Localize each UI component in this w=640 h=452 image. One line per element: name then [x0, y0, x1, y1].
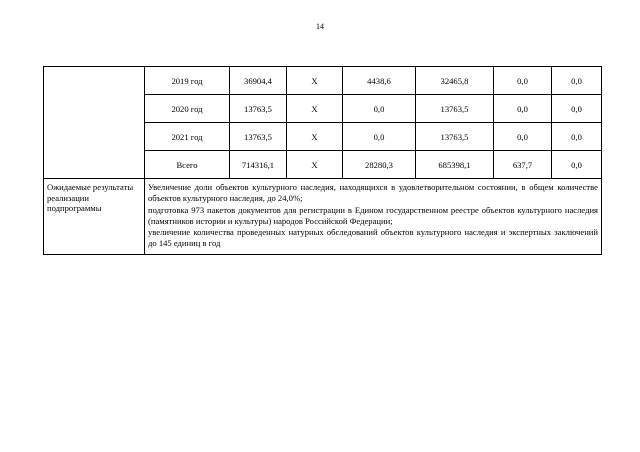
row-col2: Х	[287, 123, 343, 151]
row-col6: 0,0	[552, 151, 602, 179]
row-col5: 0,0	[494, 123, 552, 151]
funding-table	[43, 66, 602, 255]
row-col4: 32465,8	[416, 67, 494, 95]
table-row-2019	[44, 67, 602, 95]
row-col4: 685398,1	[416, 151, 494, 179]
results-row	[44, 179, 602, 255]
results-label: Ожидаемые результаты реализации подпрограммы	[44, 179, 145, 255]
row-col5: 0,0	[494, 95, 552, 123]
row-col6: 0,0	[552, 95, 602, 123]
row-col3: 0,0	[343, 95, 416, 123]
result-item: Увеличение доли объектов культурного наследия, находящихся в удовлетворительном состоянии, в общем количестве объектов культурного наследия, до 24,0%;	[148, 182, 598, 204]
row-col2: Х	[287, 151, 343, 179]
row-col6: 0,0	[552, 123, 602, 151]
row-col2: Х	[287, 95, 343, 123]
row-col4: 13763,5	[416, 123, 494, 151]
results-text	[145, 179, 602, 255]
row-col6: 0,0	[552, 67, 602, 95]
row-col3: 28280,3	[343, 151, 416, 179]
row-col2: Х	[287, 67, 343, 95]
row-year: 2021 год	[145, 123, 230, 151]
row-col5: 0,0	[494, 67, 552, 95]
empty-label-cell	[44, 67, 145, 179]
row-col4: 13763,5	[416, 95, 494, 123]
row-col5: 637,7	[494, 151, 552, 179]
row-year: 2020 год	[145, 95, 230, 123]
result-item: увеличение количества проведенных натурных обследований объектов культурного наследия и экспертных заключений до 145 единиц в год	[148, 227, 598, 249]
row-col3: 4438,6	[343, 67, 416, 95]
result-item: подготовка 973 пакетов документов для регистрации в Едином государственном реестре объектов культурного наследия (памятников истории и культуры) народов Российской Федерации;	[148, 204, 598, 226]
row-year: 2019 год	[145, 67, 230, 95]
row-total: 36904,4	[230, 67, 287, 95]
row-total: 13763,5	[230, 123, 287, 151]
row-total: 13763,5	[230, 95, 287, 123]
page-number: 14	[316, 22, 324, 31]
row-total: 714316,1	[230, 151, 287, 179]
row-col3: 0,0	[343, 123, 416, 151]
row-year: Всего	[145, 151, 230, 179]
